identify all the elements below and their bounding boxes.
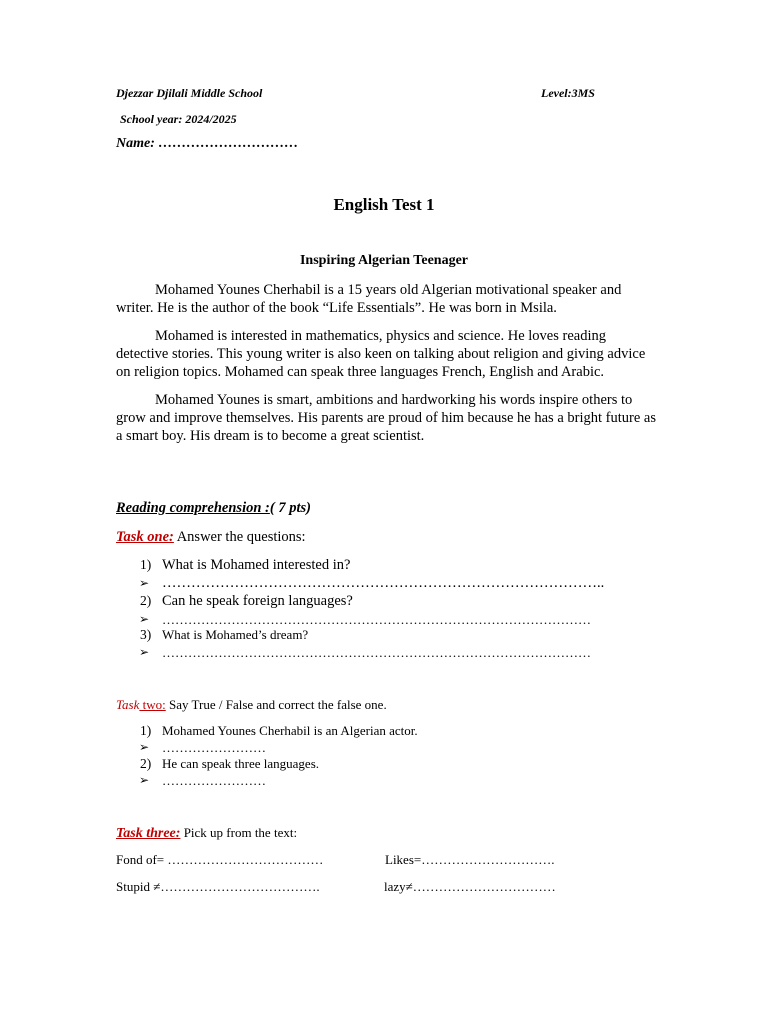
test-title: English Test 1	[333, 195, 435, 214]
arrow-bullet-icon: ➢	[139, 645, 150, 659]
school-name: Djezzar Djilali Middle School	[116, 86, 263, 100]
reading-points: ( 7 pts)	[269, 500, 311, 516]
task-one-a1-field[interactable]: ………………………………………………………………………………..	[162, 575, 605, 591]
school-year: School year: 2024/2025	[120, 112, 237, 126]
task-two-s1-number: 1)	[140, 723, 152, 738]
task-one-a3-field[interactable]: ………………………………………………………………………………………	[162, 645, 591, 660]
task-two-s1: Mohamed Younes Cherhabil is an Algerian actor.	[162, 723, 418, 738]
arrow-bullet-icon: ➢	[139, 576, 150, 590]
paragraph-1: Mohamed Younes Cherhabil is a 15 years old Algerian motivational speaker and writer. He is the author of the book “Life Essentials”. He was born in Msila.	[116, 282, 622, 316]
task-one-q1-number: 1)	[140, 557, 152, 572]
task-two-label-a: Task	[116, 697, 140, 712]
synonym-fond-of-field[interactable]: Fond of= ………………………………	[116, 852, 324, 867]
task-one-a2-field[interactable]: ………………………………………………………………………………………	[162, 612, 591, 627]
task-one-label: Task one:	[116, 529, 174, 545]
task-two-a2-field[interactable]: ……………………	[162, 773, 266, 788]
task-two-s2: He can speak three languages.	[162, 756, 320, 771]
task-two-instruction: Say True / False and correct the false one.	[165, 697, 387, 712]
task-three-instruction: Pick up from the text:	[180, 825, 298, 840]
synonym-likes-field[interactable]: Likes=………………………….	[385, 852, 555, 867]
text-title: Inspiring Algerian Teenager	[299, 253, 469, 268]
task-two-label-b: two:	[139, 697, 166, 712]
reading-passage	[116, 281, 656, 445]
antonym-stupid-field[interactable]: Stupid ≠……………………………….	[116, 879, 320, 894]
task-one-q3-number: 3)	[140, 627, 152, 642]
reading-title: Reading comprehension :	[116, 500, 270, 516]
task-two-s2-number: 2)	[140, 756, 152, 771]
arrow-bullet-icon: ➢	[139, 773, 150, 787]
arrow-bullet-icon: ➢	[139, 612, 150, 626]
reading-comprehension-heading	[116, 500, 311, 517]
task-two-heading	[116, 697, 387, 713]
paragraph-3: Mohamed Younes is smart, ambitions and hardworking his words inspire others to grow and improve themselves. His parents are proud of him because he has a bright future as a smart boy. His dream is to become a great scientist.	[116, 392, 656, 444]
paragraph-2: Mohamed is interested in mathematics, physics and science. He loves reading detective stories. This young writer is also keen on talking about religion and giving advice on religion topics. Mohamed can speak three languages French, English and Arabic.	[116, 328, 646, 380]
task-one-instruction: Answer the questions:	[173, 529, 306, 545]
task-three-label: Task three:	[116, 826, 181, 841]
student-name-field[interactable]: Name: …………………………	[116, 136, 299, 151]
level-label: Level:3MS	[541, 86, 595, 100]
arrow-bullet-icon: ➢	[139, 740, 150, 754]
task-one-q1: What is Mohamed interested in?	[162, 557, 351, 573]
task-one-q2: Can he speak foreign languages?	[162, 593, 353, 609]
task-two-label	[116, 697, 166, 712]
task-one-q2-number: 2)	[140, 593, 152, 608]
task-two-a1-field[interactable]: ……………………	[162, 740, 266, 755]
task-three-heading	[116, 825, 297, 842]
task-one-q3: What is Mohamed’s dream?	[162, 627, 309, 642]
antonym-lazy-field[interactable]: lazy≠……………………………	[384, 879, 556, 894]
task-one-heading	[116, 529, 306, 546]
